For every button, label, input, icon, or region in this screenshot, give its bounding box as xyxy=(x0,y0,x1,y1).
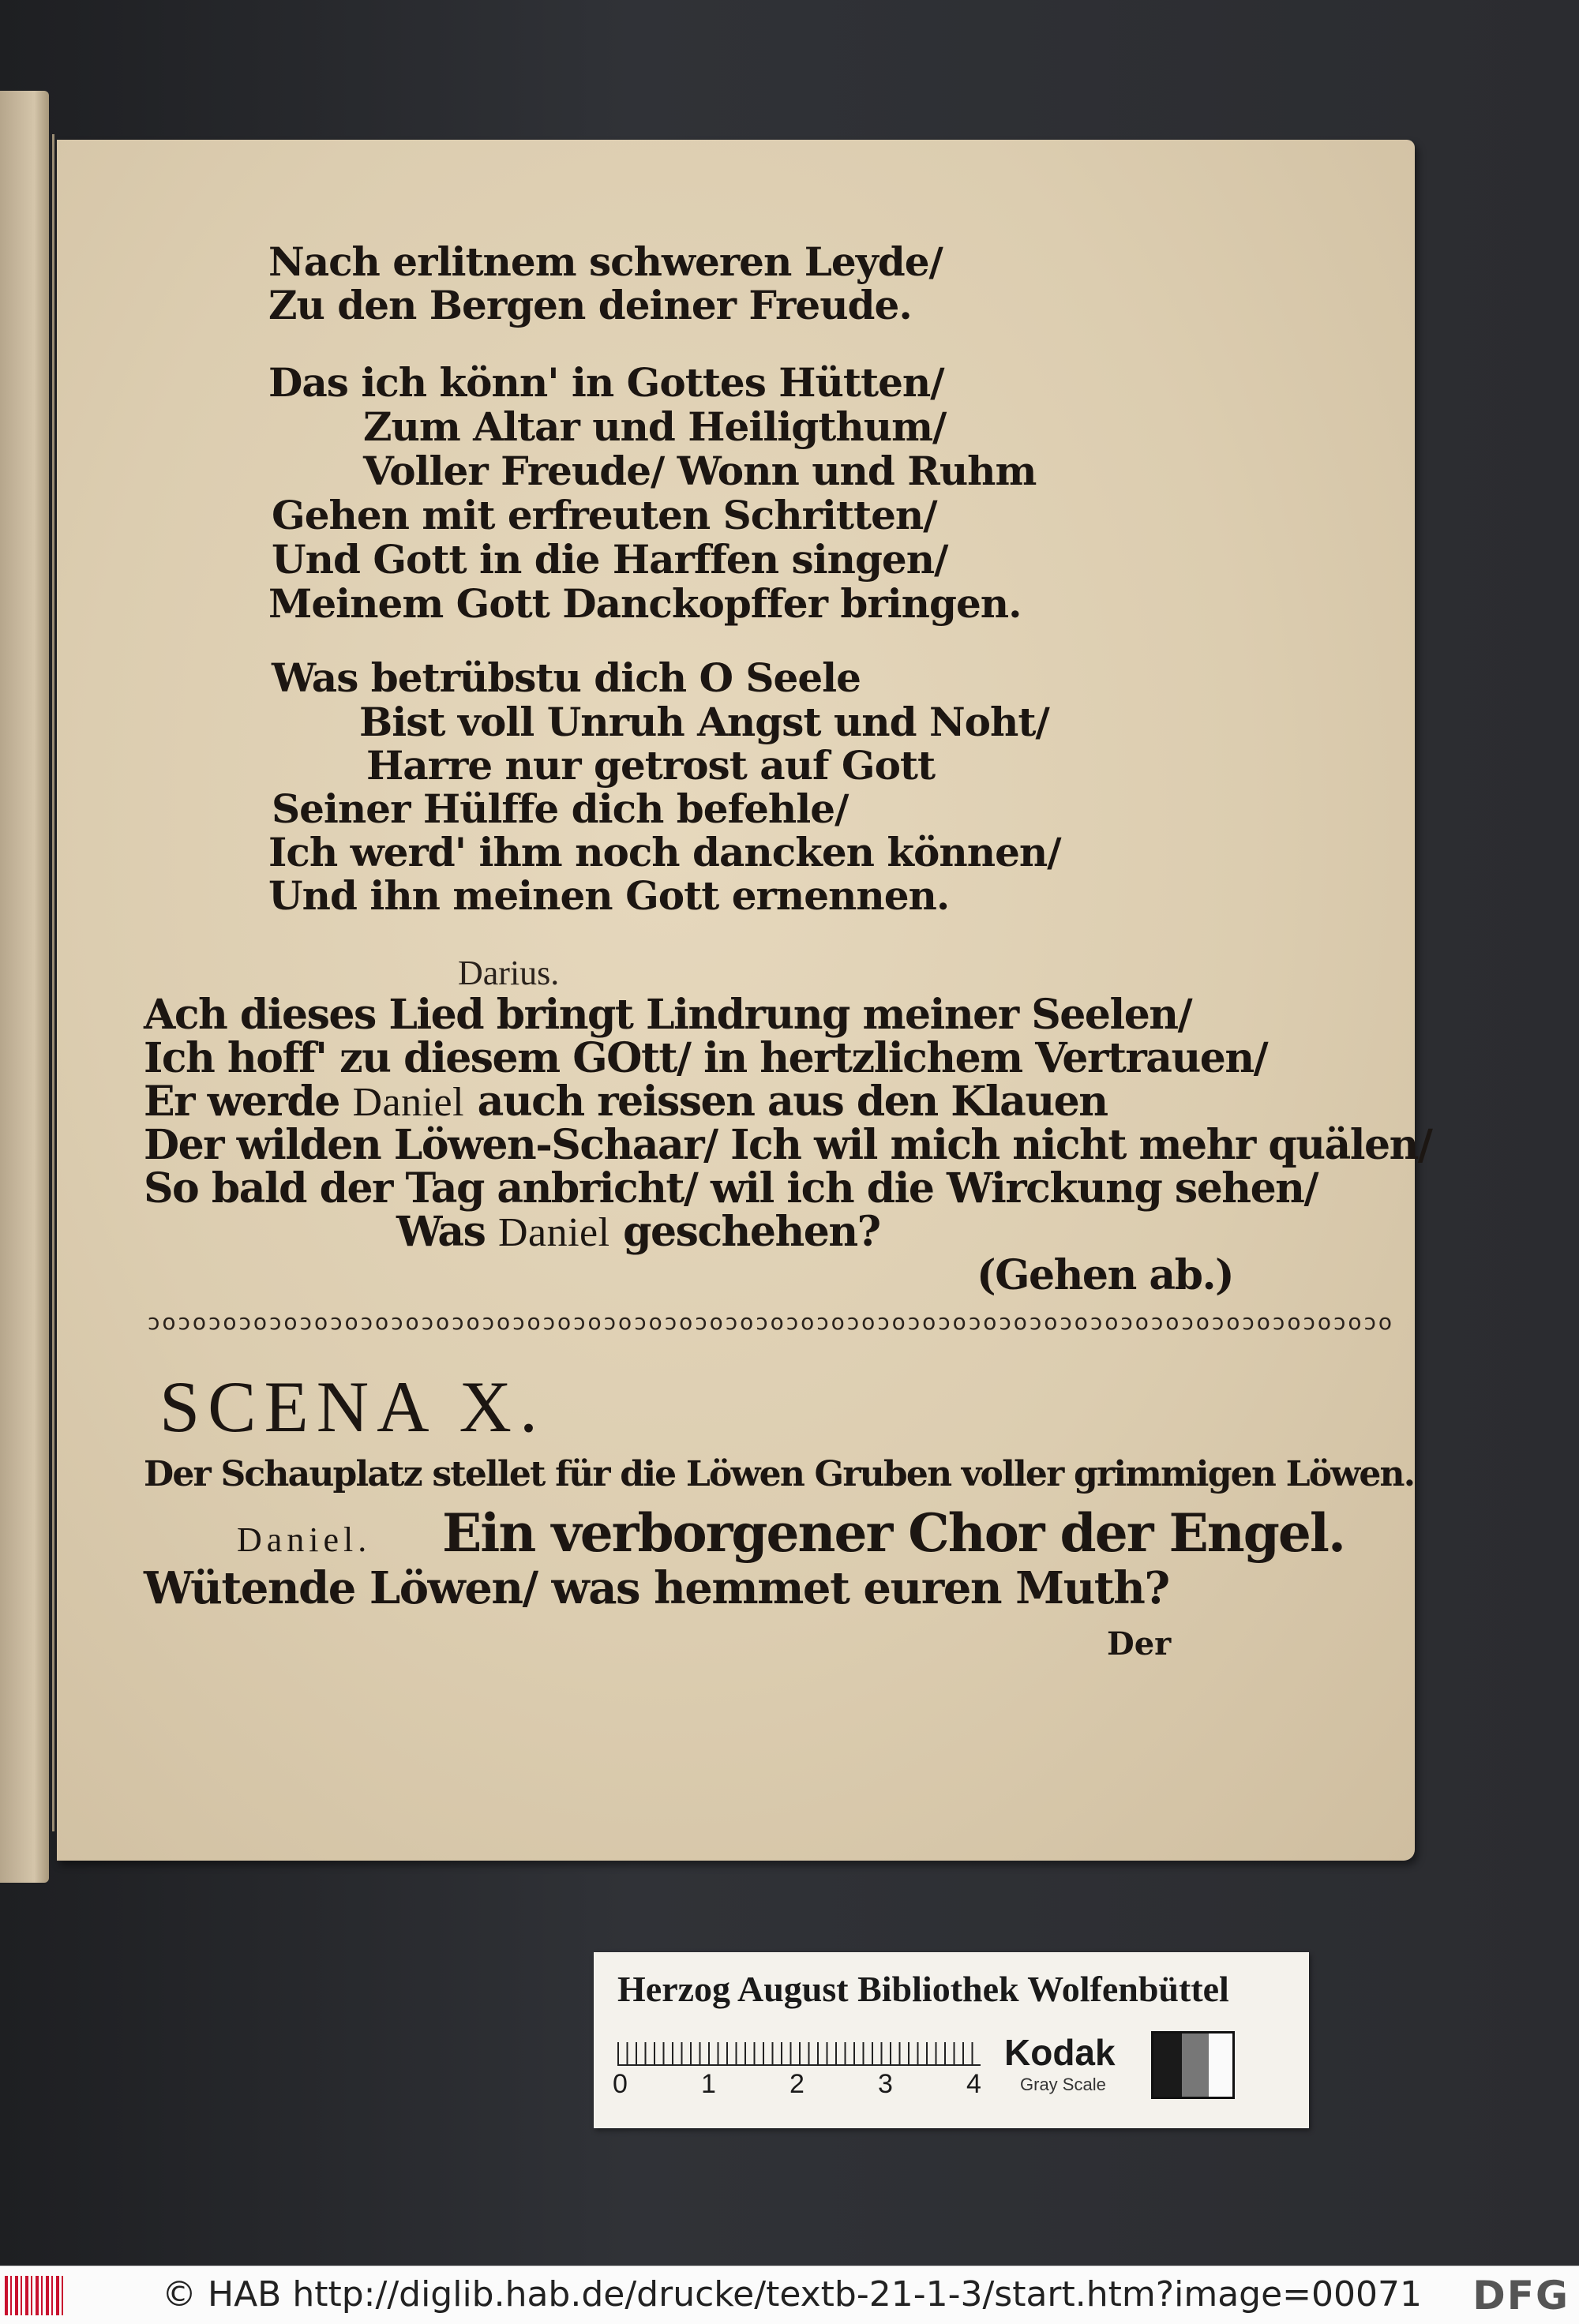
scene-title: SCENA X. xyxy=(159,1366,546,1447)
verse-line: Ich werd' ihm noch dancken können/ xyxy=(268,829,1061,875)
verse-line: Harre nur getrost auf Gott xyxy=(366,742,936,789)
speech-text: Was xyxy=(396,1208,498,1256)
verse-line: Voller Freude/ Wonn und Ruhm xyxy=(363,448,1037,494)
speech-text: Er werde xyxy=(144,1078,353,1126)
gray-scale-swatch xyxy=(1151,2031,1235,2099)
ruler-number: 0 xyxy=(613,2069,628,2099)
ruler-number: 3 xyxy=(878,2069,893,2099)
speech-line: So bald der Tag anbricht/ wil ich die Wirckung sehen/ xyxy=(144,1164,1318,1213)
library-name: Herzog August Bibliothek Wolfenbüttel xyxy=(617,1969,1229,2009)
measurement-ruler xyxy=(617,2031,981,2066)
cast-chorus: Ein verborgener Chor der Engel. xyxy=(442,1502,1345,1564)
verse-line: Gehen mit erfreuten Schritten/ xyxy=(272,492,937,538)
cast-name: Daniel. xyxy=(237,1520,372,1559)
verse-line: Zum Altar und Heiligthum/ xyxy=(363,403,947,450)
verse-line: Das ich könn' in Gottes Hütten/ xyxy=(268,359,944,406)
kodak-logo: Kodak xyxy=(1004,2032,1116,2073)
ruler-numbers xyxy=(613,2069,1007,2101)
dfg-logo: DFG xyxy=(1472,2273,1570,2318)
gray-scale-label: Gray Scale xyxy=(1020,2075,1106,2094)
book-page xyxy=(57,140,1432,1861)
name-daniel: Daniel xyxy=(497,1210,610,1255)
speaker-name: Darius. xyxy=(458,954,560,992)
ruler-number: 2 xyxy=(790,2069,805,2099)
facing-page-edge xyxy=(0,91,49,1883)
verse-line: Was betrübstu dich O Seele xyxy=(272,654,861,701)
stage-direction: (Gehen ab.) xyxy=(977,1251,1234,1299)
citation-link[interactable]: © HAB http://diglib.hab.de/drucke/textb-21-1-3/start.htm?image=00071 xyxy=(162,2274,1422,2315)
catchword: Der xyxy=(1107,1625,1172,1662)
name-daniel: Daniel xyxy=(352,1080,465,1125)
speech-line xyxy=(396,1208,880,1256)
footer-bar xyxy=(0,2266,1579,2324)
first-line: Wütende Löwen/ was hemmet euren Muth? xyxy=(144,1562,1169,1614)
speech-line: Ich hoff' zu diesem GOtt/ in hertzlichem Vertrauen/ xyxy=(144,1034,1268,1082)
verse-line: Bist voll Unruh Angst und Noht/ xyxy=(359,699,1049,745)
verse-line: Und Gott in die Harffen singen/ xyxy=(272,536,948,583)
page-gutter xyxy=(52,134,54,1831)
speech-line xyxy=(144,1078,1108,1126)
ornamental-rule: ↄoↄoↄoↄoↄoↄoↄoↄoↄoↄoↄoↄoↄoↄoↄoↄoↄoↄoↄoↄoↄoↄoↄoↄoↄoↄoↄoↄoↄoↄoↄoↄoↄoↄoↄoↄoↄoↄoↄoↄoↄo xyxy=(148,1309,1394,1335)
verse-line: Seiner Hülffe dich befehle/ xyxy=(272,785,849,832)
speech-line: Der wilden Löwen-Schaar/ Ich wil mich nicht mehr quälen/ xyxy=(144,1121,1432,1169)
verse-line: Meinem Gott Danckopffer bringen. xyxy=(268,580,1022,627)
ruler-number: 4 xyxy=(966,2069,981,2099)
speech-line: Ach dieses Lied bringt Lindrung meiner Seelen/ xyxy=(144,991,1192,1039)
library-label xyxy=(594,1952,1309,2128)
verse-line: Zu den Bergen deiner Freude. xyxy=(268,282,912,328)
ruler-number: 1 xyxy=(701,2069,716,2099)
verse-line: Und ihn meinen Gott ernennen. xyxy=(268,872,950,919)
speech-text: geschehen? xyxy=(609,1208,880,1256)
speech-text: auch reissen aus den Klauen xyxy=(464,1078,1108,1126)
scene-setting: Der Schauplatz stellet für die Löwen Gruben voller grimmigen Löwen. xyxy=(144,1454,1415,1494)
barcode-icon xyxy=(5,2276,66,2315)
verse-line: Nach erlitnem schweren Leyde/ xyxy=(268,238,943,285)
